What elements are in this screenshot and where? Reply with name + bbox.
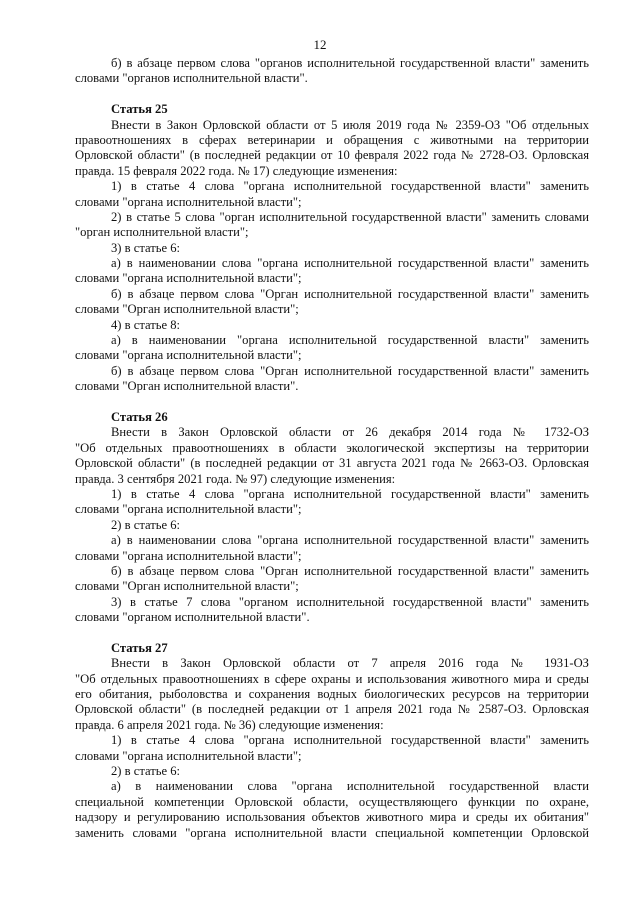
text-line: "Об отдельных правоотношениях в области экологической экспертизы на территории	[75, 440, 589, 455]
text-line: Орловской области" (в последней редакции от 31 августа 2021 года № 2663-ОЗ. Орловская	[75, 456, 589, 471]
text-line: правда. 3 сентября 2021 года. № 97) следующие изменения:	[75, 471, 396, 486]
text-line: словами "Орган исполнительной власти".	[75, 379, 299, 394]
text-line: "Об отдельных правоотношениях в сфере охраны и использования животного мира и среды	[75, 671, 589, 686]
text-line: 1) в статье 4 слова "органа исполнительной государственной власти" заменить	[111, 179, 589, 194]
text-line: а) в наименовании слова "органа исполнительной государственной власти	[111, 779, 589, 794]
text-line: специальной компетенции Орловской области, осуществляющего функции по охране,	[75, 794, 589, 809]
text-line: 2) в статье 6:	[111, 763, 181, 778]
text-line: а) в наименовании слова "органа исполнительной государственной власти" заменить	[111, 533, 589, 548]
text-line: а) в наименовании слова "органа исполнительной государственной власти" заменить	[111, 256, 589, 271]
text-line: 2) в статье 6:	[111, 517, 181, 532]
text-line: "орган исполнительной власти";	[75, 225, 249, 240]
text-line: а) в наименовании "органа исполнительной государственной власти" заменить	[111, 333, 589, 348]
text-line: словами "органа исполнительной власти";	[75, 194, 302, 209]
text-line: 2) в статье 5 слова "орган исполнительной государственной власти" заменить словами	[111, 209, 589, 224]
text-line: словами "Орган исполнительной власти";	[75, 579, 299, 594]
text-line: словами "органа исполнительной власти";	[75, 271, 302, 286]
text-line: словами "органа исполнительной власти";	[75, 348, 302, 363]
text-line: надзору и регулированию использования объектов животного мира и среды их обитания"	[75, 810, 589, 825]
page-number: 12	[313, 37, 327, 52]
article-heading: Статья 25	[111, 102, 168, 117]
text-line: словами "органов исполнительной власти".	[75, 71, 308, 86]
text-line: правда. 6 апреля 2021 года. № 36) следующие изменения:	[75, 717, 384, 732]
text-line: Орловской области" (в последней редакции от 10 февраля 2022 года № 2728-ОЗ. Орловская	[75, 148, 589, 163]
text-line: Внести в Закон Орловской области от 7 апреля 2016 года № 1931-ОЗ	[111, 656, 589, 671]
text-line: Орловской области" (в последней редакции от 1 апреля 2021 года № 2587-ОЗ. Орловская	[75, 702, 589, 717]
text-line: 1) в статье 4 слова "органа исполнительной государственной власти" заменить	[111, 486, 589, 501]
text-line: б) в абзаце первом слова "органов исполнительной государственной власти" заменить	[111, 56, 589, 70]
text-line: правоотношениях в сферах ветеринарии и обращения с животными на территории	[75, 132, 589, 147]
text-line: б) в абзаце первом слова "Орган исполнительной государственной власти" заменить	[111, 363, 589, 378]
text-line: б) в абзаце первом слова "Орган исполнительной государственной власти" заменить	[111, 563, 589, 578]
text-line: словами "органа исполнительной власти";	[75, 748, 302, 763]
text-line: правда. 15 февраля 2022 года. № 17) следующие изменения:	[75, 163, 398, 178]
document-body	[75, 56, 589, 841]
text-line: словами "органа исполнительной власти";	[75, 548, 302, 563]
article-heading: Статья 27	[111, 640, 168, 655]
article-heading: Статья 26	[111, 409, 168, 424]
text-line: его обитания, рыболовства и сохранения водных биологических ресурсов на территории	[75, 687, 589, 702]
text-line: Внести в Закон Орловской области от 5 июля 2019 года № 2359-ОЗ "Об отдельных	[111, 117, 589, 132]
text-line: Внести в Закон Орловской области от 26 декабря 2014 года № 1732-ОЗ	[111, 425, 589, 440]
text-line: 3) в статье 7 слова "органом исполнительной государственной власти" заменить	[111, 594, 589, 609]
text-line: словами "органом исполнительной власти".	[75, 610, 310, 625]
text-line: 4) в статье 8:	[111, 317, 181, 332]
text-line: 3) в статье 6:	[111, 240, 181, 255]
text-line: 1) в статье 4 слова "органа исполнительной государственной власти" заменить	[111, 733, 589, 748]
text-line: б) в абзаце первом слова "Орган исполнительной государственной власти" заменить	[111, 286, 589, 301]
text-line: словами "органа исполнительной власти";	[75, 502, 302, 517]
text-line: заменить словами "органа исполнительной власти специальной компетенции Орловской	[75, 825, 589, 840]
text-line: словами "Орган исполнительной власти";	[75, 302, 299, 317]
